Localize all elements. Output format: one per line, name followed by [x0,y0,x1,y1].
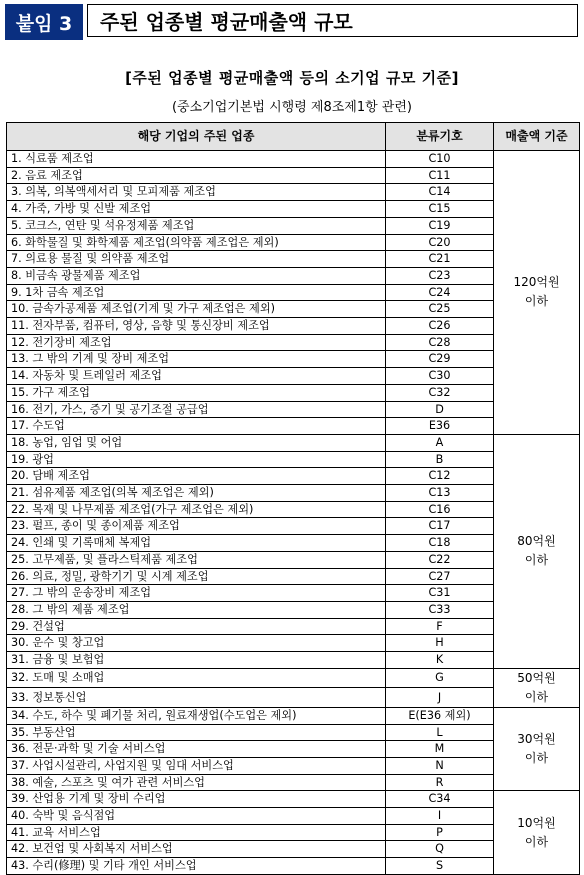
industry-cell: 32. 도매 및 소매업 [7,668,386,688]
table-row [7,434,580,451]
revenue-amount: 30억원 [517,732,556,747]
industry-cell: 16. 전기, 가스, 증기 및 공기조절 공급업 [7,401,386,418]
code-cell: C32 [386,384,494,401]
industry-cell: 30. 운수 및 창고업 [7,635,386,652]
industry-cell: 34. 수도, 하수 및 폐기물 처리, 원료재생업(수도업은 제외) [7,707,386,724]
industry-cell: 37. 사업시설관리, 사업지원 및 임대 서비스업 [7,757,386,774]
revenue-amount: 120억원 [513,275,560,290]
industry-cell: 40. 숙박 및 음식점업 [7,808,386,825]
revenue-qualifier: 이하 [524,834,549,849]
code-cell: A [386,434,494,451]
industry-cell: 26. 의료, 정밀, 광학기기 및 시계 제조업 [7,568,386,585]
code-cell: R [386,774,494,791]
industry-cell: 18. 농업, 임업 및 어업 [7,434,386,451]
code-cell: C24 [386,284,494,301]
table-row [7,791,580,808]
industry-cell: 35. 부동산업 [7,724,386,741]
revenue-amount: 80억원 [517,534,556,549]
appendix-tag: 붙임 3 [5,4,83,40]
industry-cell: 28. 그 밖의 제품 제조업 [7,601,386,618]
industry-cell: 5. 코크스, 연탄 및 석유정제품 제조업 [7,217,386,234]
header-revenue: 매출액 기준 [494,123,580,151]
industry-cell: 8. 비금속 광물제품 제조업 [7,267,386,284]
industry-cell: 36. 전문·과학 및 기술 서비스업 [7,741,386,758]
revenue-cell [494,791,580,875]
code-cell: C15 [386,201,494,218]
industry-cell: 29. 건설업 [7,618,386,635]
code-cell: C28 [386,334,494,351]
code-cell: C25 [386,301,494,318]
industry-cell: 23. 펄프, 종이 및 종이제품 제조업 [7,518,386,535]
industry-cell: 39. 산업용 기계 및 장비 수리업 [7,791,386,808]
industry-cell: 21. 섬유제품 제조업(의복 제조업은 제외) [7,485,386,502]
industry-cell: 17. 수도업 [7,418,386,435]
code-cell: C29 [386,351,494,368]
industry-cell: 41. 교육 서비스업 [7,824,386,841]
industry-cell: 4. 가죽, 가방 및 신발 제조업 [7,201,386,218]
industry-cell: 11. 전자부품, 컴퓨터, 영상, 음향 및 통신장비 제조업 [7,318,386,335]
code-cell: B [386,451,494,468]
industry-cell: 7. 의료용 물질 및 의약품 제조업 [7,251,386,268]
revenue-qualifier: 이하 [524,689,549,704]
code-cell: L [386,724,494,741]
industry-cell: 12. 전기장비 제조업 [7,334,386,351]
header-code: 분류기호 [386,123,494,151]
table-body [7,151,580,875]
industry-cell: 25. 고무제품, 및 플라스틱제품 제조업 [7,551,386,568]
code-cell: C10 [386,151,494,168]
table-row [7,668,580,688]
industry-cell: 9. 1차 금속 제조업 [7,284,386,301]
industry-cell: 20. 담배 제조업 [7,468,386,485]
code-cell: C33 [386,601,494,618]
table-row [7,707,580,724]
code-cell: D [386,401,494,418]
industry-cell: 38. 예술, 스포츠 및 여가 관련 서비스업 [7,774,386,791]
revenue-qualifier: 이하 [524,294,549,309]
code-cell: C34 [386,791,494,808]
table-row [7,151,580,168]
revenue-cell [494,707,580,791]
industry-cell: 10. 금속가공제품 제조업(기계 및 가구 제조업은 제외) [7,301,386,318]
code-cell: I [386,808,494,825]
industry-cell: 27. 그 밖의 운송장비 제조업 [7,585,386,602]
revenue-amount: 10억원 [517,815,556,830]
document-title: [주된 업종별 평균매출액 등의 소기업 규모 기준] [125,69,459,87]
industry-cell: 43. 수리(修理) 및 기타 개인 서비스업 [7,858,386,875]
industry-cell: 6. 화학물질 및 화학제품 제조업(의약품 제조업은 제외) [7,234,386,251]
industry-cell: 3. 의복, 의복액세서리 및 모피제품 제조업 [7,184,386,201]
code-cell: C11 [386,167,494,184]
revenue-cell [494,668,580,707]
industry-cell: 33. 정보통신업 [7,688,386,708]
table-header-row [7,123,580,151]
code-cell: Q [386,841,494,858]
code-cell: G [386,668,494,688]
industry-cell: 15. 가구 제조업 [7,384,386,401]
code-cell: C12 [386,468,494,485]
code-cell: C18 [386,535,494,552]
revenue-qualifier: 이하 [524,751,549,766]
code-cell: C20 [386,234,494,251]
code-cell: C21 [386,251,494,268]
industry-cell: 31. 금융 및 보험업 [7,652,386,669]
header-industry: 해당 기업의 주된 업종 [7,123,386,151]
industry-size-table [6,122,580,875]
code-cell: C17 [386,518,494,535]
appendix-header [5,4,579,40]
code-cell: C13 [386,485,494,502]
appendix-title: 주된 업종별 평균매출액 규모 [87,4,578,37]
code-cell: M [386,741,494,758]
industry-cell: 24. 인쇄 및 기록매체 복제업 [7,535,386,552]
code-cell: E36 [386,418,494,435]
document-subtitle: (중소기업기본법 시행령 제8조제1항 관련) [171,100,412,115]
code-cell: C16 [386,501,494,518]
code-cell: N [386,757,494,774]
code-cell: C27 [386,568,494,585]
industry-cell: 22. 목재 및 나무제품 제조업(가구 제조업은 제외) [7,501,386,518]
code-cell: K [386,652,494,669]
revenue-amount: 50억원 [517,670,556,685]
revenue-cell [494,151,580,435]
code-cell: C26 [386,318,494,335]
code-cell: C14 [386,184,494,201]
code-cell: C31 [386,585,494,602]
code-cell: P [386,824,494,841]
code-cell: H [386,635,494,652]
code-cell: C22 [386,551,494,568]
code-cell: C19 [386,217,494,234]
code-cell: E(E36 제외) [386,707,494,724]
revenue-cell [494,434,580,668]
code-cell: C30 [386,368,494,385]
code-cell: F [386,618,494,635]
industry-cell: 13. 그 밖의 기계 및 장비 제조업 [7,351,386,368]
industry-cell: 2. 음료 제조업 [7,167,386,184]
industry-cell: 1. 식료품 제조업 [7,151,386,168]
industry-cell: 19. 광업 [7,451,386,468]
industry-cell: 14. 자동차 및 트레일러 제조업 [7,368,386,385]
code-cell: C23 [386,267,494,284]
revenue-qualifier: 이하 [524,553,549,568]
industry-cell: 42. 보건업 및 사회복지 서비스업 [7,841,386,858]
code-cell: S [386,858,494,875]
code-cell: J [386,688,494,708]
